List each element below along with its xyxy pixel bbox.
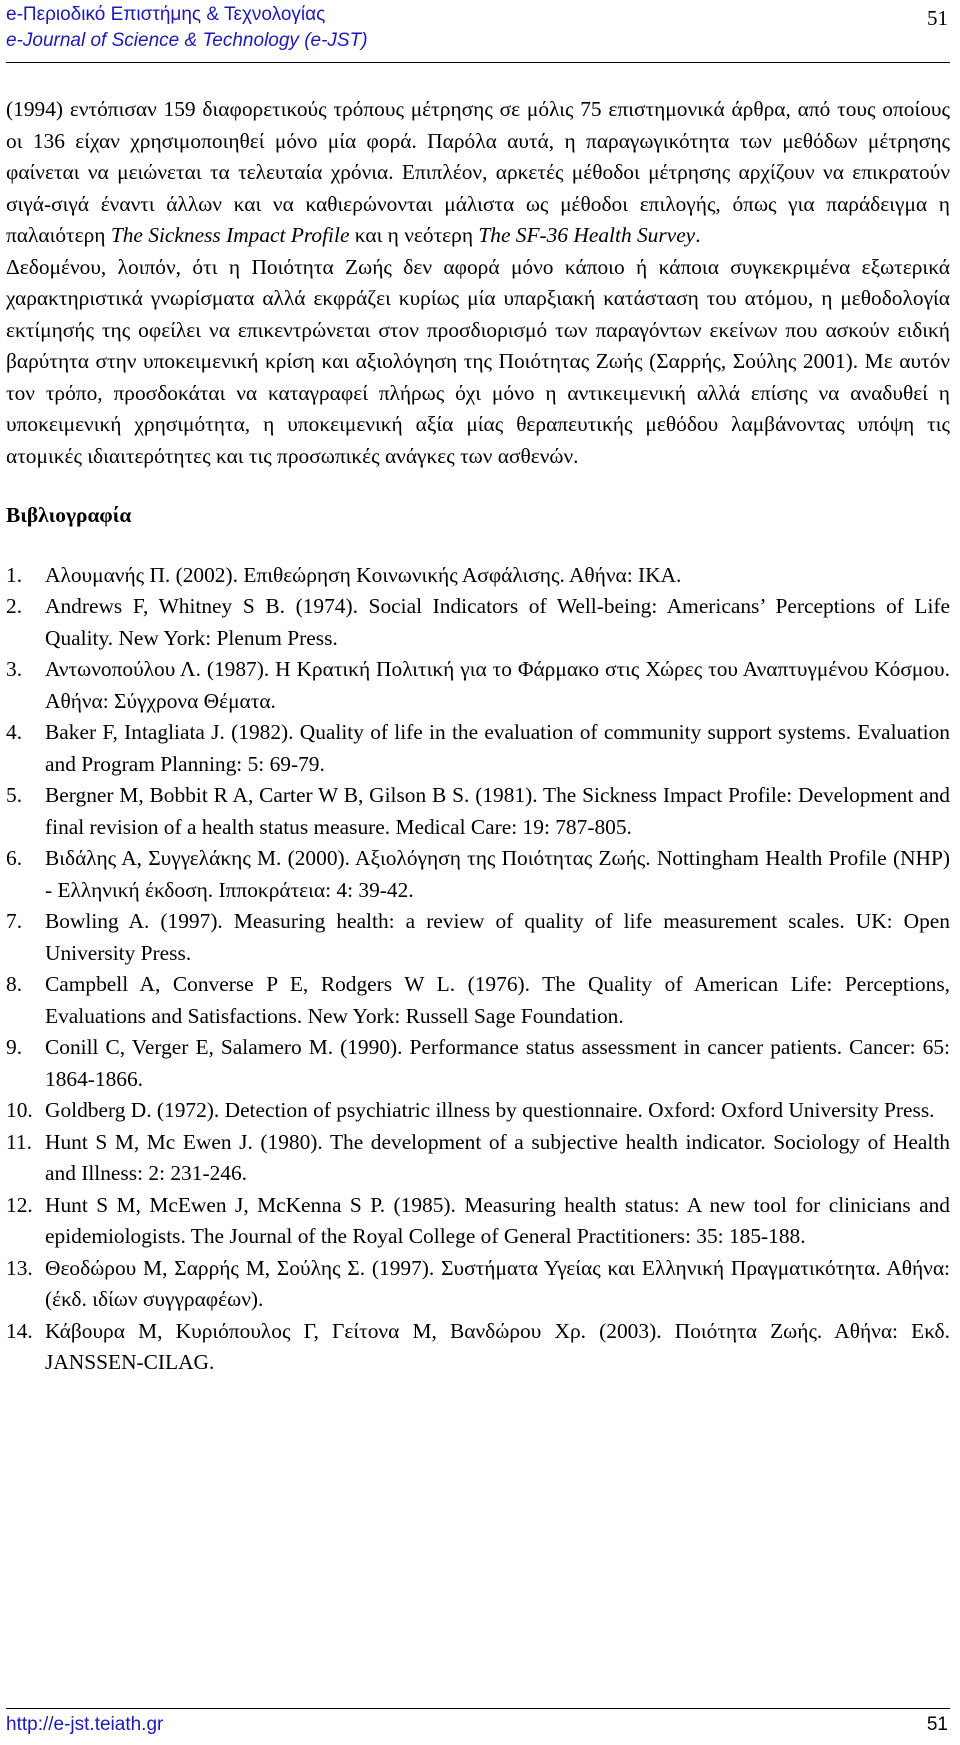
reference-item <box>6 717 950 780</box>
reference-text: Conill C, Verger E, Salamero M. (1990). Performance status assessment in cancer patients. Cancer: 65: 1864-1866. <box>45 1035 950 1091</box>
reference-number: 2. <box>6 594 23 618</box>
footer-divider <box>6 1708 950 1709</box>
reference-text: Campbell A, Converse P E, Rodgers W L. (1976). The Quality of American Life: Perceptions, Evaluations and Satisfactions. New York: Russell Sage Foundation. <box>45 972 950 1028</box>
reference-number: 5. <box>6 783 23 807</box>
sf36-survey-title: The SF-36 Health Survey <box>478 223 696 247</box>
reference-text: Baker F, Intagliata J. (1982). Quality of life in the evaluation of community support systems. Evaluation and Program Planning: 5: 69-79. <box>45 720 950 776</box>
reference-number: 4. <box>6 720 23 744</box>
reference-number: 1. <box>6 562 23 587</box>
reference-item <box>6 969 950 1032</box>
reference-item <box>6 654 950 717</box>
journal-title-english: e-Journal of Science & Technology (e-JST) <box>6 30 368 51</box>
journal-url-link[interactable]: http://e-jst.teiath.gr <box>6 1714 164 1735</box>
reference-item <box>6 591 950 654</box>
reference-item <box>6 780 950 843</box>
reference-text: Κάβουρα Μ, Κυριόπουλος Γ, Γείτονα Μ, Βανδώρου Χρ. (2003). Ποιότητα Ζωής. Αθήνα: Εκδ. JANSSEN-CILAG. <box>45 1318 950 1374</box>
reference-text: Βιδάλης Α, Συγγελάκης Μ. (2000). Αξιολόγηση της Ποιότητας Ζωής. Nottingham Health Profile (NHP) - Ελληνική έκδοση. Ιπποκράτεια: 4: 39-42. <box>45 846 950 902</box>
reference-item <box>6 1190 950 1253</box>
reference-number: 7. <box>6 909 23 933</box>
paragraph-1-text-a: (1994) εντόπισαν 159 διαφορετικούς τρόπους μέτρησης σε μόλις 75 επιστημονικά άρθρα, από τους οποίους οι 136 είχαν χρησιμοποιηθεί μόνο μία φορά. Παρόλα αυτά, η παραγωγικότητα των μεθόδων μέτρησης φαίνεται να μειώνεται τα τελευταία χρόνια. Επιπλέον, αρκετές μέθοδοι μέτρησης αρχίζουν να επικρατούν σιγά-σιγά έναντι άλλων και να καθιερώνονται μάλιστα ως μέθοδοι επιλογής, όπως για παράδειγμα η παλαιότερη <box>6 97 950 247</box>
reference-number: 8. <box>6 972 23 996</box>
footer-page-number: 51 <box>926 1714 948 1735</box>
reference-text: Hunt S M, Mc Ewen J. (1980). The development of a subjective health indicator. Sociology of Health and Illness: 2: 231-246. <box>45 1129 950 1185</box>
reference-text: Αλουμανής Π. (2002). Επιθεώρηση Κοινωνικής Ασφάλισης. Αθήνα: ΙΚΑ. <box>45 562 682 587</box>
reference-number: 13. <box>6 1255 33 1280</box>
reference-number: 10. <box>6 1098 33 1122</box>
reference-text: Hunt S M, McEwen J, McKenna S P. (1985). Measuring health status: A new tool for clinicians and epidemiologists. The Journal of the Royal College of General Practitioners: 35: 185-188. <box>45 1192 950 1248</box>
reference-number: 9. <box>6 1035 23 1059</box>
reference-number: 14. <box>6 1318 33 1343</box>
reference-text: Andrews F, Whitney S B. (1974). Social Indicators of Well-being: Americans’ Perceptions of Life Quality. New York: Plenum Press. <box>45 594 950 650</box>
reference-list <box>6 560 950 1379</box>
reference-item <box>6 843 950 906</box>
reference-text: Goldberg D. (1972). Detection of psychiatric illness by questionnaire. Oxford: Oxford University Press. <box>45 1098 935 1122</box>
reference-text: Θεοδώρου Μ, Σαρρής Μ, Σούλης Σ. (1997). Συστήματα Υγείας και Ελληνική Πραγματικότητα. Αθήνα: (έκδ. ιδίων συγγραφέων). <box>45 1255 950 1311</box>
reference-item <box>6 1032 950 1095</box>
references-heading: Βιβλιογραφία <box>6 503 132 527</box>
paragraph-1-text-b: και η νεότερη <box>349 223 479 247</box>
reference-text: Bowling A. (1997). Measuring health: a review of quality of life measurement scales. UK: Open University Press. <box>45 909 950 965</box>
reference-item <box>6 906 950 969</box>
reference-text: Bergner M, Bobbit R A, Carter W B, Gilson B S. (1981). The Sickness Impact Profile: Development and final revision of a health status measure. Medical Care: 19: 787-805. <box>45 783 950 839</box>
reference-item <box>6 1127 950 1190</box>
reference-number: 6. <box>6 846 23 870</box>
header-divider <box>6 62 950 63</box>
journal-title-greek: e-Περιοδικό Επιστήμης & Τεχνολογίας <box>6 4 326 25</box>
article-body <box>6 94 950 1379</box>
reference-item <box>6 560 950 592</box>
paragraph-1-text-c: . <box>695 223 701 247</box>
reference-item <box>6 1095 950 1127</box>
reference-number: 3. <box>6 657 23 681</box>
paragraph-1 <box>6 94 950 252</box>
page-header <box>6 2 950 62</box>
header-page-number: 51 <box>927 6 948 30</box>
paragraph-2: Δεδομένου, λοιπόν, ότι η Ποιότητα Ζωής δεν αφορά μόνο κάποιο ή κάποια συγκεκριμένα εξωτερικά χαρακτηριστικά γνωρίσματα αλλά εκφράζει κυρίως μία υπαρξιακή κατάσταση του ατόμου, η μεθοδολογία εκτίμησής της οφείλει να επικεντρώνεται στον προσδιορισμό των παραγόντων εκείνων που ασκούν ειδική βαρύτητα στην υποκειμενική κρίση και αξιολόγηση της Ποιότητας Ζωής (Σαρρής, Σούλης 2001). Με αυτόν τον τρόπο, προσδοκάται να καταγραφεί πλήρως όχι μόνο η αντικειμενική αλλά επίσης να αναδυθεί η υποκειμενική χρησιμότητα, η υποκειμενική αξία μίας θεραπευτικής μεθόδου λαμβάνοντας υπόψη τις ατομικές ιδιαιτερότητες και τις προσωπικές ανάγκες των ασθενών. <box>6 254 950 468</box>
reference-item <box>6 1316 950 1379</box>
reference-number: 11. <box>6 1129 32 1154</box>
page-footer <box>6 1711 950 1739</box>
reference-item <box>6 1253 950 1316</box>
reference-number: 12. <box>6 1192 33 1217</box>
sickness-impact-profile-title: The Sickness Impact Profile <box>110 223 350 247</box>
reference-text: Αντωνοπούλου Λ. (1987). Η Κρατική Πολιτική για το Φάρμακο στις Χώρες του Αναπτυγμένου Κόσμου. Αθήνα: Σύγχρονα Θέματα. <box>45 657 950 713</box>
